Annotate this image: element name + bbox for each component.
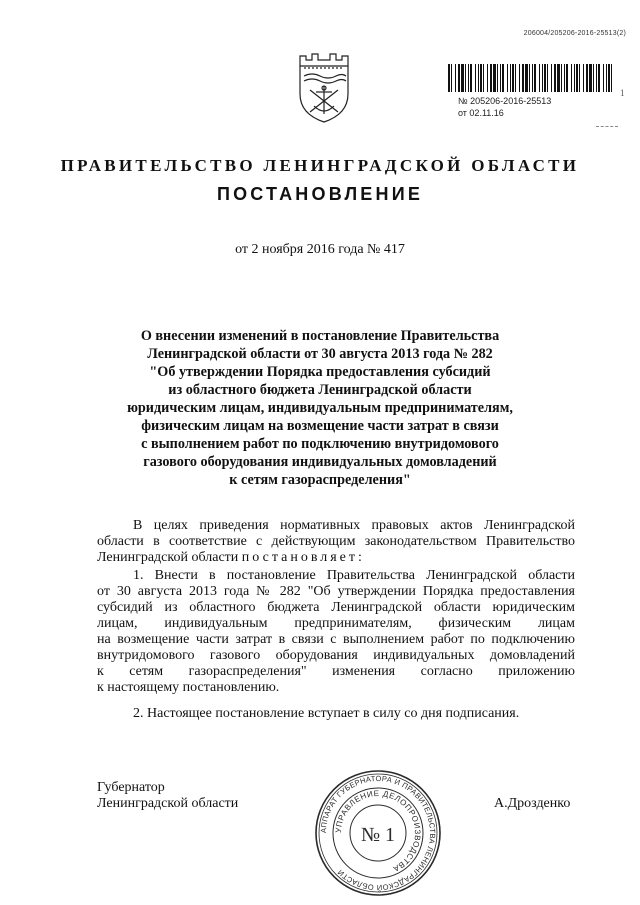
barcode-bar (576, 64, 578, 92)
heading-line: Ленинградской области от 30 августа 2013 года № 282 (147, 346, 493, 362)
barcode-bar (480, 64, 482, 92)
barcode-bar (534, 64, 536, 92)
stamp-inner-text: УПРАВЛЕНИЕ ДЕЛОПРОИЗВОДСТВА (333, 788, 423, 874)
registration-code: 206004/205206-2016-25513(2) (523, 30, 626, 37)
barcode-bar (465, 64, 466, 92)
signer-title: Губернатор (97, 780, 165, 795)
barcode-icon (448, 64, 613, 92)
heading-line: газового оборудования индивидуальных домовладений (143, 454, 497, 470)
barcode-bar (448, 64, 450, 92)
barcode-bar (475, 64, 476, 92)
signer-name: А.Дрозденко (494, 796, 571, 811)
body-line: к настоящему постановлению. (97, 680, 280, 695)
body-text-spaced: постановляет: (241, 550, 365, 565)
barcode-bar (458, 64, 460, 92)
barcode-bar (611, 64, 612, 92)
barcode-bar (586, 64, 588, 92)
barcode-bar (525, 64, 528, 92)
document-type: ПОСТАНОВЛЕНИЕ (216, 184, 424, 204)
stamp-number: № 1 (360, 824, 396, 846)
barcode-bar (490, 64, 492, 92)
margin-mark: 1 (620, 88, 625, 98)
heading-line: О внесении изменений в постановление Правительства (140, 328, 500, 344)
registration-date: от 02.11.16 (458, 108, 504, 118)
barcode-bar (522, 64, 524, 92)
heading-line: юридическим лицам, индивидуальным предпринимателям, (127, 400, 513, 416)
barcode-bar (606, 64, 607, 92)
barcode-bar (551, 64, 552, 92)
barcode-bar (554, 64, 556, 92)
heading-line: из областного бюджета Ленинградской области (168, 382, 472, 398)
signer-region: Ленинградской области (97, 796, 239, 811)
barcode-bar (500, 64, 501, 92)
body-line: от 30 августа 2013 года № 282 "Об утверждении Порядка предоставления (97, 584, 575, 599)
barcode-bar (451, 64, 452, 92)
barcode-bar (589, 64, 592, 92)
heading-line: физическим лицам на возмещение части затрат в связи (141, 418, 499, 434)
barcode-bar (566, 64, 568, 92)
heading-line: к сетям газораспределения" (229, 472, 411, 488)
coat-of-arms-icon (296, 50, 352, 124)
barcode-bar (561, 64, 562, 92)
document-date-number: от 2 ноября 2016 года № 417 (235, 242, 405, 257)
barcode-bar (583, 64, 584, 92)
barcode-bar (461, 64, 464, 92)
barcode-bar (493, 64, 496, 92)
barcode-bar (483, 64, 484, 92)
stamp-outer-text: АППАРАТ ГУБЕРНАТОРА И ПРАВИТЕЛЬСТВА ЛЕНИНГРАДСКОЙ ОБЛАСТИ (318, 773, 438, 893)
barcode-bar (515, 64, 516, 92)
barcode-bar (470, 64, 472, 92)
barcode-bar (507, 64, 508, 92)
body-line: к сетям газораспределения" изменения согласно приложению (97, 664, 575, 679)
body-line: области в соответствие с действующим законодательством Правительство (97, 534, 575, 549)
barcode-bar (519, 64, 520, 92)
body-line (97, 550, 575, 566)
barcode-bar (455, 64, 456, 92)
barcode-bar (497, 64, 498, 92)
barcode-bar (468, 64, 469, 92)
barcode-bar (512, 64, 514, 92)
document-heading (100, 327, 540, 489)
barcode-bar (574, 64, 575, 92)
heading-line: "Об утверждении Порядка предоставления субсидий (149, 364, 491, 380)
barcode-bar (598, 64, 600, 92)
barcode-bar (539, 64, 540, 92)
barcode-bar (557, 64, 560, 92)
barcode-bar (547, 64, 548, 92)
body-line: лицам, индивидуальным предпринимателям, физическим лицам (97, 616, 575, 631)
barcode-bar (510, 64, 511, 92)
body-text: Ленинградской области (97, 550, 239, 565)
barcode-bar (478, 64, 479, 92)
body-line: внутридомового газового оборудования индивидуальных домовладений (97, 648, 575, 663)
barcode-bar (564, 64, 565, 92)
heading-line: с выполнением работ по подключению внутридомового (141, 436, 499, 452)
barcode-bar (542, 64, 543, 92)
barcode-bar (532, 64, 533, 92)
body-line: 1. Внести в постановление Правительства Ленинградской области (133, 568, 575, 583)
barcode-bar (608, 64, 610, 92)
margin-dash (596, 126, 618, 127)
body-line: В целях приведения нормативных правовых актов Ленинградской (133, 518, 575, 533)
barcode-bar (571, 64, 572, 92)
barcode-bar (603, 64, 604, 92)
barcode-bar (596, 64, 597, 92)
body-line: на возмещение части затрат в связи с выполнением работ по подключению (97, 632, 575, 647)
registration-number: № 205206-2016-25513 (458, 96, 552, 106)
barcode-bar (579, 64, 580, 92)
body-line: 2. Настоящее постановление вступает в силу со дня подписания. (133, 706, 520, 721)
government-title: ПРАВИТЕЛЬСТВО ЛЕНИНГРАДСКОЙ ОБЛАСТИ (60, 156, 580, 175)
body-line: субсидий из областного бюджета Ленинградской области юридическим (97, 600, 575, 615)
barcode-bar (529, 64, 530, 92)
barcode-bar (593, 64, 594, 92)
barcode-bar (544, 64, 546, 92)
seal-icon (313, 768, 443, 898)
barcode-bar (502, 64, 504, 92)
barcode-bar (487, 64, 488, 92)
